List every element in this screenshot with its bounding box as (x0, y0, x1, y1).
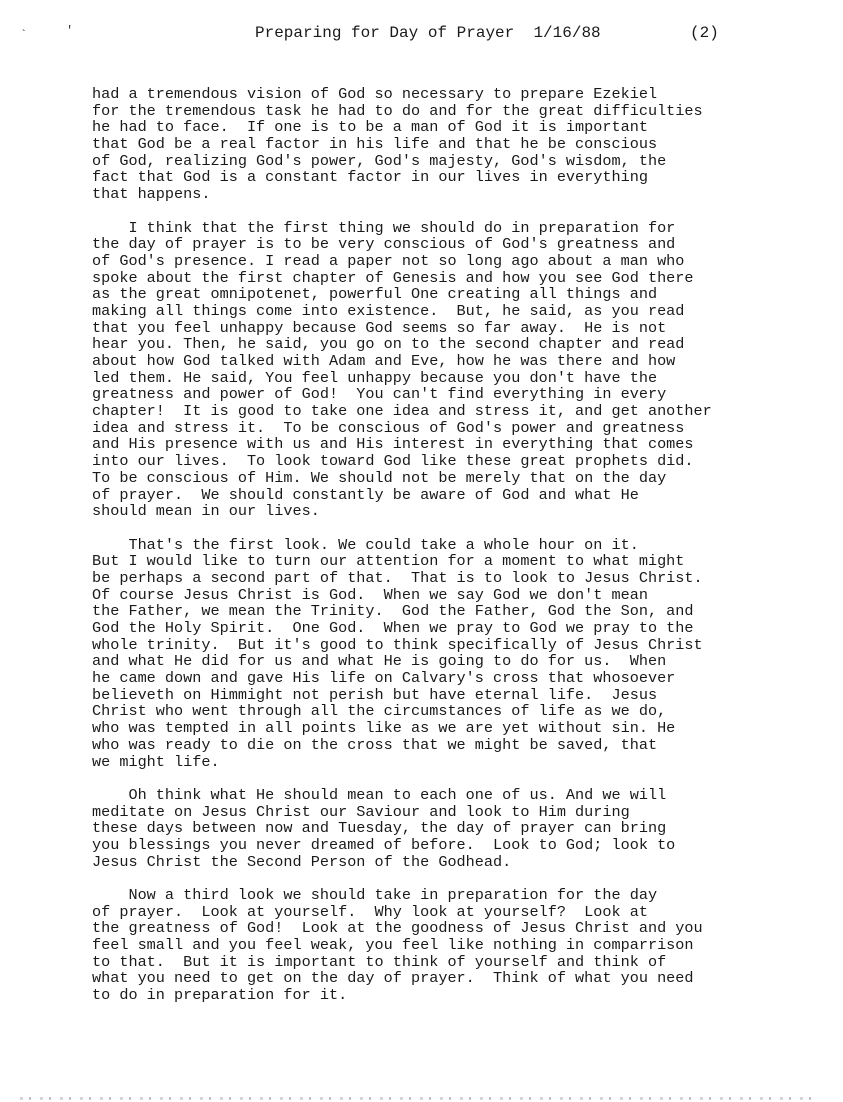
margin-mark: ` (20, 28, 28, 42)
text-line: Of course Jesus Christ is God. When we say God we don't mean (92, 585, 648, 604)
text-line: chapter! It is good to take one idea and stress it, and get another (92, 402, 712, 421)
text-line: that you feel unhappy because God seems so far away. He is not (92, 318, 667, 337)
text-line: I think that the first thing we should do in preparation for (92, 218, 676, 237)
text-line: you blessings you never dreamed of before. Look to God; look to (92, 835, 676, 854)
text-line: But I would like to turn our attention for a moment to what might (92, 552, 685, 571)
paragraph (92, 887, 797, 1004)
paragraph (92, 537, 797, 771)
text-line: he came down and gave His life on Calvary's cross that whosoever (92, 669, 676, 688)
text-line: as the great omnipotenet, powerful One creating all things and (92, 285, 658, 304)
text-line: making all things come into existence. But, he said, as you read (92, 301, 685, 320)
text-line: that God be a real factor in his life and that he be conscious (92, 135, 658, 154)
document-body (92, 86, 797, 1004)
text-line: Now a third look we should take in preparation for the day (92, 886, 658, 904)
text-line: the Father, we mean the Trinity. God the Father, God the Son, and (92, 602, 694, 621)
text-line: into our lives. To look toward God like these great prophets did. (92, 452, 694, 471)
text-line: spoke about the first chapter of Genesis and how you see God there (92, 268, 694, 287)
text-line: had a tremendous vision of God so necessary to prepare Ezekiel (92, 85, 658, 103)
text-line: led them. He said, You feel unhappy because you don't have the (92, 368, 658, 387)
text-line: that happens. (92, 185, 211, 204)
text-line: what you need to get on the day of prayer. Think of what you need (92, 969, 694, 988)
text-line: he had to face. If one is to be a man of God it is important (92, 118, 648, 137)
text-line: the day of prayer is to be very conscious of God's greatness and (92, 235, 676, 254)
text-line: feel small and you feel weak, you feel like nothing in comparrison (92, 936, 694, 955)
text-line: greatness and power of God! You can't find everything in every (92, 385, 667, 404)
paragraph-gap (92, 870, 797, 887)
text-line: we might life. (92, 752, 220, 771)
text-line: and His presence with us and His interest in everything that comes (92, 435, 694, 454)
text-line: of prayer. We should constantly be aware of God and what He (92, 485, 639, 504)
text-line: and what He did for us and what He is going to do for us. When (92, 652, 667, 671)
text-line: hear you. Then, he said, you go on to the second chapter and read (92, 335, 685, 354)
text-line: of God, realizing God's power, God's majesty, God's wisdom, the (92, 151, 667, 170)
text-line: God the Holy Spirit. One God. When we pray to God we pray to the (92, 619, 694, 637)
scan-edge-noise (20, 1097, 820, 1100)
text-line: to that. But it is important to think of yourself and think of (92, 952, 667, 971)
text-line: meditate on Jesus Christ our Saviour and look to Him during (92, 802, 630, 821)
text-line: should mean in our lives. (92, 502, 320, 521)
text-line: whole trinity. But it's good to think specifically of Jesus Christ (92, 635, 703, 654)
document-title: Preparing for Day of Prayer 1/16/88 (255, 24, 601, 42)
text-line: Oh think what He should mean to each one of us. And we will (92, 785, 667, 804)
page-number: (2) (690, 24, 719, 42)
text-line: fact that God is a constant factor in our lives in everything (92, 168, 648, 187)
text-line: of prayer. Look at yourself. Why look at yourself? Look at (92, 902, 648, 921)
page-header (0, 24, 843, 46)
text-line: To be conscious of Him. We should not be merely that on the day (92, 468, 667, 487)
text-line: of God's presence. I read a paper not so long ago about a man who (92, 251, 685, 270)
text-line: about how God talked with Adam and Eve, how he was there and how (92, 352, 676, 370)
text-line: be perhaps a second part of that. That is to look to Jesus Christ. (92, 568, 703, 587)
text-line: believeth on Himmight not perish but have eternal life. Jesus (92, 685, 658, 704)
text-line: idea and stress it. To be conscious of God's power and greatness (92, 418, 685, 437)
paragraph-gap (92, 520, 797, 537)
text-line: to do in preparation for it. (92, 986, 348, 1005)
text-line: for the tremendous task he had to do and for the great difficulties (92, 101, 703, 120)
text-line: who was tempted in all points like as we are yet without sin. He (92, 719, 676, 738)
text-line: who was ready to die on the cross that we might be saved, that (92, 735, 658, 754)
text-line: these days between now and Tuesday, the day of prayer can bring (92, 819, 667, 838)
paragraph (92, 86, 797, 203)
text-line: Jesus Christ the Second Person of the Godhead. (92, 852, 512, 871)
margin-mark: ' (66, 24, 74, 38)
text-line: Christ who went through all the circumstances of life as we do, (92, 702, 667, 721)
text-line: the greatness of God! Look at the goodness of Jesus Christ and you (92, 919, 703, 938)
paragraph (92, 787, 797, 870)
paragraph-gap (92, 203, 797, 220)
paragraph-gap (92, 770, 797, 787)
text-line: That's the first look. We could take a whole hour on it. (92, 535, 639, 554)
paragraph (92, 220, 797, 520)
